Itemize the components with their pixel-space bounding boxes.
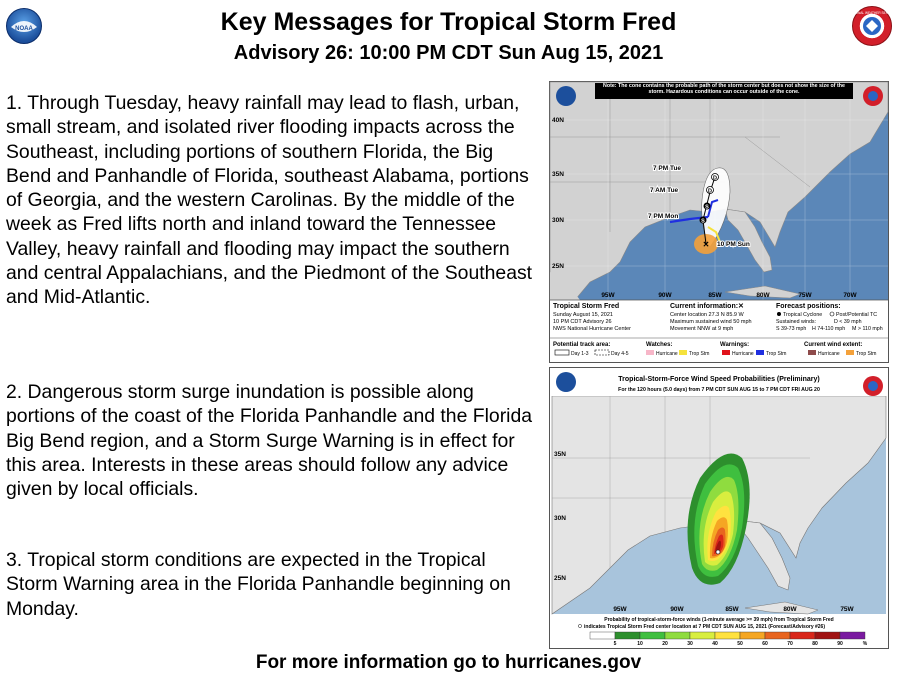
- lat-label: 30N: [552, 217, 564, 224]
- scale-label: 70: [787, 641, 793, 647]
- prob-subtitle: For the 120 hours (5.0 days) from 7 PM CDT SUN AUG 15 to 7 PM CDT FRI AUG 20: [618, 387, 820, 393]
- key-message-1: 1. Through Tuesday, heavy rainfall may lead to flash, urban, small stream, and isolated river flooding impacts across the Southeast, including portions of southern Florida, the Big Bend and Panhandle of Florida, southeast Alabama, portions of Georgia, and the western Carolinas. By the middle of the week as Fred lifts north and inland toward the Tennessee Valley, heavy rainfall and flooding may impact the southern and central Appalachians, and the Piedmont of the Southeast and Mid-Atlantic.: [6, 92, 533, 309]
- scale-label: 40: [712, 641, 718, 647]
- prob-caption-1: Probability of tropical-storm-force winds (1-minute average >= 39 mph) from Tropical Storm Fred: [604, 617, 834, 623]
- legend-movement: Movement NNW at 9 mph: [670, 326, 734, 332]
- prob-lon-label: 80W: [783, 606, 797, 613]
- page-title: Key Messages for Tropical Storm Fred: [220, 8, 677, 36]
- svg-text:S: S: [701, 218, 705, 225]
- nws-logo-text: NATIONAL WEATHER SERVICE: [848, 11, 896, 15]
- legend-s-range: S 39-73 mph: [776, 326, 807, 332]
- legend-day-4-5: Day 4-5: [611, 351, 629, 357]
- legend-advisory: 10 PM CDT Advisory 26: [553, 319, 612, 325]
- scale-label: 80: [812, 641, 818, 647]
- lat-label: 35N: [552, 171, 564, 178]
- noaa-logo-text: NOAA: [15, 26, 33, 32]
- scale-label: 10: [637, 641, 643, 647]
- legend-m-range: M > 110 mph: [852, 326, 883, 332]
- lon-label: 80W: [756, 292, 770, 299]
- lon-label: 75W: [798, 292, 812, 299]
- legend-post-potential: Post/Potential TC: [836, 312, 878, 318]
- scale-swatch: [665, 632, 690, 639]
- key-message-3: 3. Tropical storm conditions are expected in the Tropical Storm Warning area in the Florida Panhandle beginning on Monday.: [6, 549, 511, 620]
- prob-caption-2: indicates Tropical Storm Fred center location at 7 PM CDT SUN AUG 15, 2021 (Forecast/Advisory #26): [584, 624, 825, 630]
- track-label-7pm-tue: 7 PM Tue: [653, 165, 682, 172]
- cone-note: Note: The cone contains the probable path of the storm center but does not show the size of the storm. Hazardous conditions can occur outside of the cone.: [603, 83, 845, 96]
- legend-current-info: Current information:: [670, 303, 739, 310]
- probability-map: [550, 368, 888, 648]
- lon-label: 90W: [658, 292, 672, 299]
- scale-swatch: [815, 632, 840, 639]
- scale-swatch: [740, 632, 765, 639]
- legend-hurricane-watch: Hurricane: [656, 351, 678, 357]
- track-label-10pm-sun: 10 PM Sun: [717, 241, 750, 248]
- legend-current-wind: Current wind extent:: [804, 342, 863, 348]
- scale-swatch: [690, 632, 715, 639]
- scale-swatch: [790, 632, 815, 639]
- scale-swatch: [715, 632, 740, 639]
- legend-ts-watch: Trop Stm: [689, 351, 710, 357]
- legend-potential-track: Potential track area:: [553, 342, 611, 348]
- scale-swatch: [640, 632, 665, 639]
- scale-label: 50: [737, 641, 743, 647]
- legend-day-1-3: Day 1-3: [571, 351, 589, 357]
- legend-warnings: Warnings:: [720, 342, 750, 348]
- legend-sustained-winds: Sustained winds:: [776, 319, 817, 325]
- scale-swatch: [765, 632, 790, 639]
- current-position-marker: ✕: [702, 240, 710, 249]
- prob-lon-label: 95W: [613, 606, 627, 613]
- legend-watches: Watches:: [646, 342, 673, 348]
- legend-d-range: D < 39 mph: [834, 319, 862, 325]
- lat-label: 40N: [552, 117, 564, 124]
- legend-ts-warning: Trop Stm: [766, 351, 787, 357]
- legend-center-location: Center location 27.3 N 85.9 W: [670, 312, 744, 318]
- legend-storm-name: Tropical Storm Fred: [553, 303, 620, 310]
- scale-label: 30: [687, 641, 693, 647]
- key-message-2: 2. Dangerous storm surge inundation is possible along portions of the coast of the Florida Panhandle and the Florida Big Bend region, and a Storm Surge Warning is in effect for this area. Interests in these areas should follow any advice given by local officials.: [6, 381, 533, 501]
- lon-label: 85W: [708, 292, 722, 299]
- lon-label: 95W: [601, 292, 615, 299]
- legend-current-symbol: ✕: [738, 303, 744, 310]
- scale-label: %: [862, 641, 868, 647]
- scale-label: 90: [837, 641, 843, 647]
- cone-map: [550, 82, 888, 362]
- prob-lon-label: 90W: [670, 606, 684, 613]
- cone-map-panel: [549, 81, 889, 363]
- lat-label: 25N: [552, 263, 564, 270]
- svg-text:S: S: [705, 204, 709, 211]
- legend-storm-date: Sunday August 15, 2021: [553, 312, 613, 318]
- legend-h-range: H 74-110 mph: [812, 326, 846, 332]
- prob-title: Tropical-Storm-Force Wind Speed Probabilities (Preliminary): [618, 376, 820, 383]
- legend-hurricane-warning: Hurricane: [732, 351, 754, 357]
- scale-label: 60: [762, 641, 768, 647]
- prob-lat-label: 25N: [554, 575, 566, 582]
- scale-swatch: [615, 632, 640, 639]
- legend-hurricane-extent: Hurricane: [818, 351, 840, 357]
- legend-forecast-positions: Forecast positions:: [776, 303, 841, 310]
- scale-label: 5: [613, 641, 617, 647]
- advisory-line: Advisory 26: 10:00 PM CDT Sun Aug 15, 2021: [233, 42, 664, 64]
- track-label-7am-tue: 7 AM Tue: [650, 187, 679, 194]
- svg-text:D: D: [708, 188, 712, 195]
- noaa-prob-icon: [556, 372, 576, 392]
- legend-center: NWS National Hurricane Center: [553, 326, 631, 332]
- prob-lat-label: 35N: [554, 451, 566, 458]
- legend-max-wind: Maximum sustained wind 50 mph: [670, 319, 752, 325]
- prob-lon-label: 75W: [840, 606, 854, 613]
- svg-text:D: D: [713, 175, 717, 182]
- scale-swatch: [840, 632, 865, 639]
- track-label-7pm-mon: 7 PM Mon: [648, 213, 679, 220]
- storm-center-marker: [716, 550, 720, 554]
- scale-label: 20: [662, 641, 668, 647]
- legend-ts-extent: Trop Stm: [856, 351, 877, 357]
- scale-swatch: [590, 632, 615, 639]
- legend-tropical-cyclone: Tropical Cyclone: [783, 312, 823, 318]
- probability-map-panel: [549, 367, 889, 649]
- footer-link-text[interactable]: For more information go to hurricanes.gov: [255, 652, 642, 673]
- prob-lat-label: 30N: [554, 515, 566, 522]
- noaa-map-icon: [556, 86, 576, 106]
- lon-label: 70W: [843, 292, 857, 299]
- prob-lon-label: 85W: [725, 606, 739, 613]
